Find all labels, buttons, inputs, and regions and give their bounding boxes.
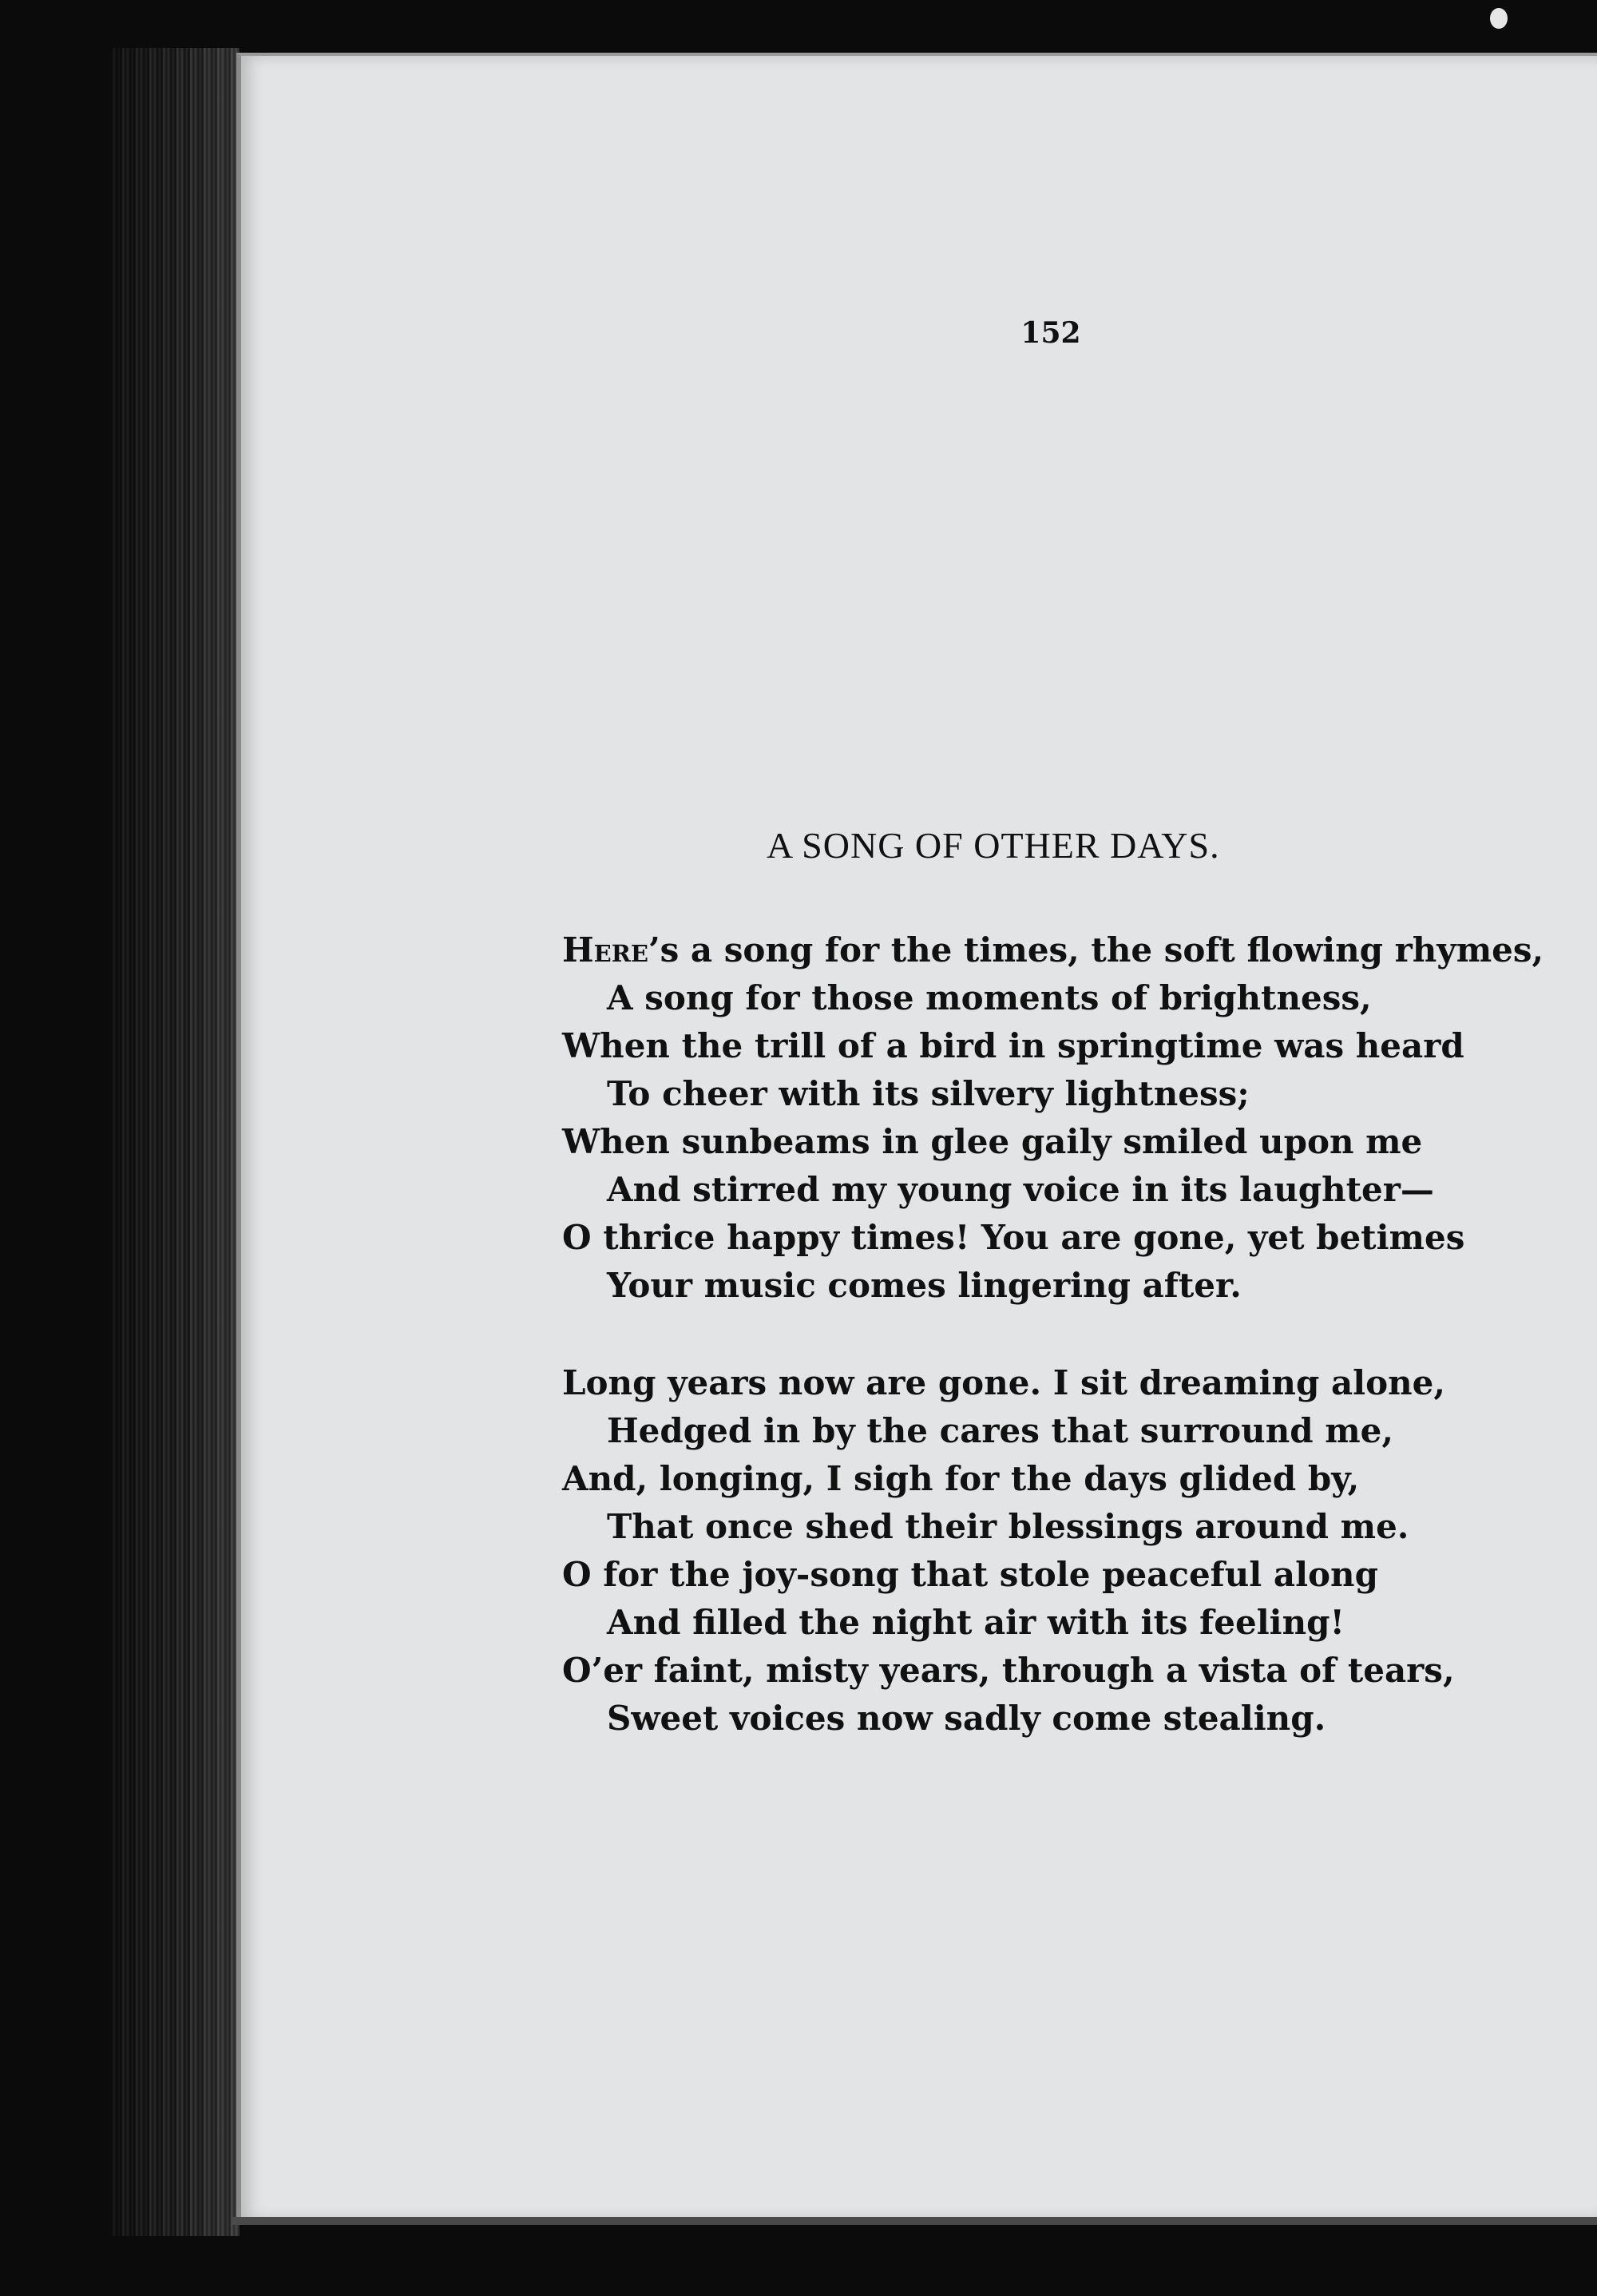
poem-line: When sunbeams in glee gaily smiled upon me (562, 1122, 1423, 1161)
book-spine (112, 48, 240, 2236)
poem-line: O’er faint, misty years, through a vista of tears, (562, 1651, 1455, 1690)
poem-stanza-2 (562, 1359, 1520, 1743)
poem-line: Hedged in by the cares that surround me, (607, 1411, 1394, 1450)
poem-line: Sweet voices now sadly come stealing. (607, 1699, 1326, 1738)
poem-line: To cheer with its silvery lightness; (607, 1074, 1250, 1113)
poem-line-text: ’s a song for the times, the soft flowing rhymes, (648, 930, 1544, 970)
poem-line: When the trill of a bird in springtime was heard (562, 1026, 1464, 1065)
poem-line: Your music comes lingering after. (607, 1266, 1242, 1305)
poem-line: Long years now are gone. I sit dreaming alone, (562, 1363, 1446, 1402)
poem-line-lead-word: Here (562, 930, 648, 970)
poem-line: And stirred my young voice in its laughter— (607, 1170, 1434, 1209)
spine-shadow (112, 48, 240, 2236)
page-bottom-edge (232, 2217, 1597, 2225)
poem-line: O for the joy-song that stole peaceful along (562, 1555, 1378, 1594)
page-number: 152 (1020, 316, 1081, 350)
poem-line: O thrice happy times! You are gone, yet betimes (562, 1218, 1465, 1257)
poem-line: And, longing, I sigh for the days glided by, (562, 1459, 1360, 1498)
poem-stanza-1 (562, 926, 1544, 1310)
poem-line: That once shed their blessings around me. (607, 1507, 1409, 1546)
poem-line: A song for those moments of brightness, (607, 978, 1372, 1017)
poem-line: And filled the night air with its feeling! (607, 1603, 1345, 1642)
poem-title: A SONG OF OTHER DAYS. (767, 825, 1220, 866)
scan-artifact-dot (1490, 8, 1508, 29)
poem-line (562, 926, 1544, 974)
